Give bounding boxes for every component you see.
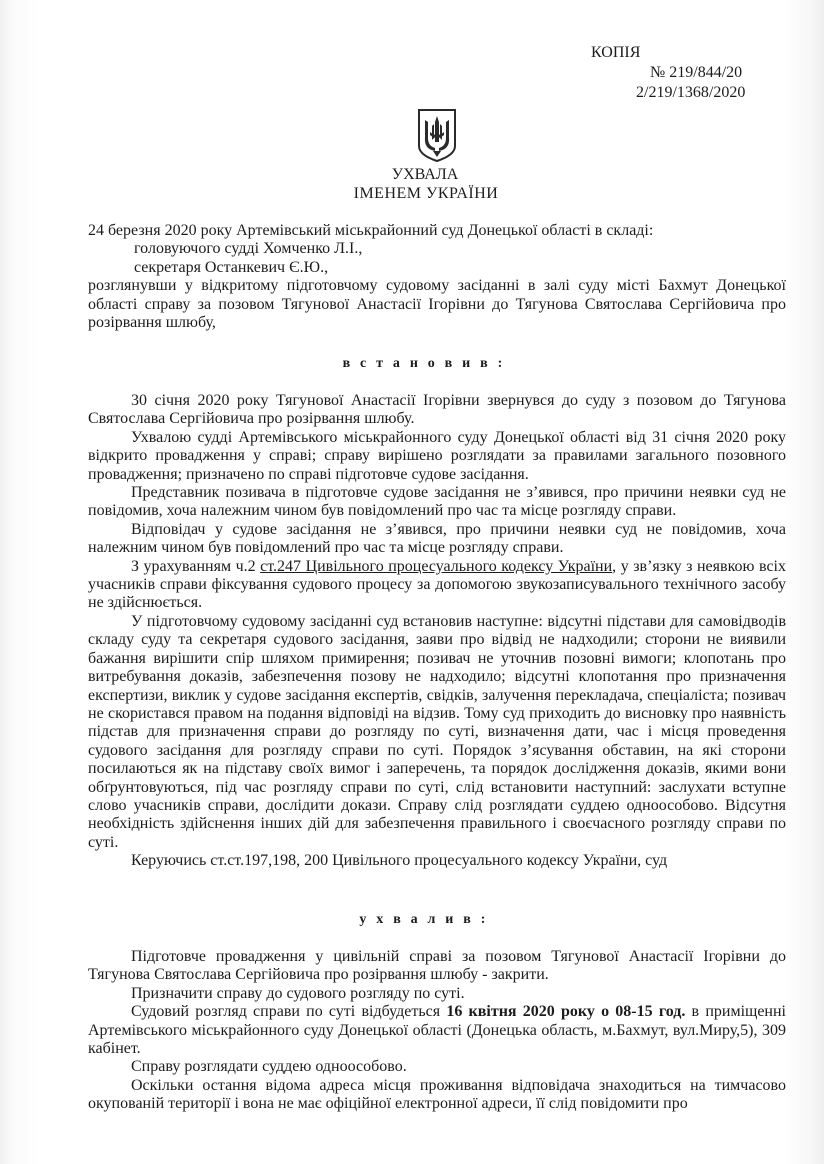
copy-label: КОПІЯ (591, 44, 641, 61)
proceeding-number: 2/219/1368/2020 (636, 84, 746, 101)
intro-block (88, 222, 786, 332)
paragraph (88, 558, 786, 613)
paragraph: Оскільки остання відома адреса місця проживання відповідача знаходиться на тимчасово окупованій території і вона не має офіційної електронної адреси, її слід повідомити про (88, 1076, 786, 1113)
trident-emblem-icon (416, 108, 458, 162)
text-fragment: , у зв’язку з неявкою всіх учасників справи фіксування судового процесу за допомогою звукозаписувального технічного засобу не здійснюється. (88, 557, 786, 612)
paragraph: Підготовче провадження у цивільній справі за позовом Тягунової Анастасії Ігорівни до Тягунова Святослава Сергійовича про розірвання шлюбу - закрити. (88, 948, 786, 984)
intro-text: розглянувши у відкритому підготовчому судовому засіданні в залі суду місті Бахмут Донецької області справу за позовом Тягунової Анастасії Ігорівни до Тягунова Святослава Сергійовича про розірвання шлюбу, (88, 277, 786, 332)
paragraph: 30 січня 2020 року Тягунової Анастасії Ігорівни звернувся до суду з позовом до Тягунова Святослава Сергійовича про розірвання шлюбу. (88, 392, 786, 428)
text-fragment: Судовий розгляд справи по суті відбудеться (131, 1003, 447, 1021)
ruled-block (88, 948, 786, 1114)
paragraph: Керуючись ст.ст.197,198, 200 Цивільного процесуального кодексу України, суд (131, 852, 668, 870)
paragraph: Призначити справу до судового розгляду по суті. (131, 984, 465, 1002)
case-number: № 219/844/20 (650, 64, 743, 81)
presiding-judge: головуючого судді Хомченко Л.І., (134, 240, 363, 258)
document-title: УХВАЛА (391, 166, 459, 183)
paragraph: У підготовчому судовому засіданні суд встановив наступне: відсутні підстави для самовідводів складу суду та секретаря судового засідання, заяви про відвід не надходили; сторони не виявили бажання вирішити спір шляхом примирення; позивач не уточнив позовні вимоги; клопотань про витребування доказів, забезпечення позову не надходило; відсутні клопотання про призначення експертизи, виклик у судове засідання експертів, свідків, залучення перекладача, спеціаліста; позивач не скористався правом на подання відповіді на відзив. Тому суд приходить до висновку про наявність підстав для призначення справи до розгляду по суті, визначення дати, час і місця проведення судового засідання для розгляду справи по суті. Порядок з’ясування обставин, на які сторони посилаються як на підставу своїх вимог і заперечень, та порядок дослідження доказів, якими вони обґрунтовуються, під час розгляду справи по суті, слід встановити наступний: заслухати вступне слово учасників справи, дослідити докази. Справу слід розглядати суддею одноособово. Відсутня необхідність здійснення інших дій для забезпечення правильного і своєчасного розгляду справи по суті. (88, 612, 786, 851)
paragraph: Ухвалою судді Артемівського міськрайонного суду Донецької області від 31 січня 2020 року відкрито провадження у справі; справу вирішено розглядати за правилами загального позовного провадження; призначено по справі підготовче судове засідання. (88, 428, 786, 483)
paragraph (88, 1003, 786, 1058)
paragraph: Справу розглядати суддею одноособово. (131, 1058, 407, 1076)
text-fragment: в приміщенні Артемівського міськрайонного суду Донецької області (Донецька область, м.Бахмут, вул.Миру,5), 309 кабінет. (88, 1003, 787, 1058)
document-subtitle: ІМЕНЕМ УКРАЇНИ (353, 185, 499, 202)
intro-line: 24 березня 2020 року Артемівський міськрайонний суд Донецької області в складі: (88, 222, 654, 239)
section-heading-ruled: у х в а л и в : (359, 912, 489, 927)
paragraph: Представник позивача в підготовче судове засідання не з’явився, про причини неявки суд не повідомив, хоча належним чином був повідомлений про час та місце розгляду справи. (88, 484, 786, 520)
text-fragment: З урахуванням ч.2 (131, 557, 261, 575)
hearing-date: 16 квітня 2020 року о 08-15 год. (446, 1003, 686, 1021)
section-heading-established: в с т а н о в и в : (342, 356, 506, 371)
paragraph: Відповідач у судове засідання не з’явився, про причини неявки суд не повідомив, хоча належним чином був повідомлений про час та місце розгляду справи. (88, 520, 786, 557)
established-block (88, 392, 786, 871)
code-article-link[interactable]: ст.247 Цивільного процесуального кодексу України (260, 557, 613, 575)
court-secretary: секретаря Останкевич Є.Ю., (134, 258, 329, 276)
